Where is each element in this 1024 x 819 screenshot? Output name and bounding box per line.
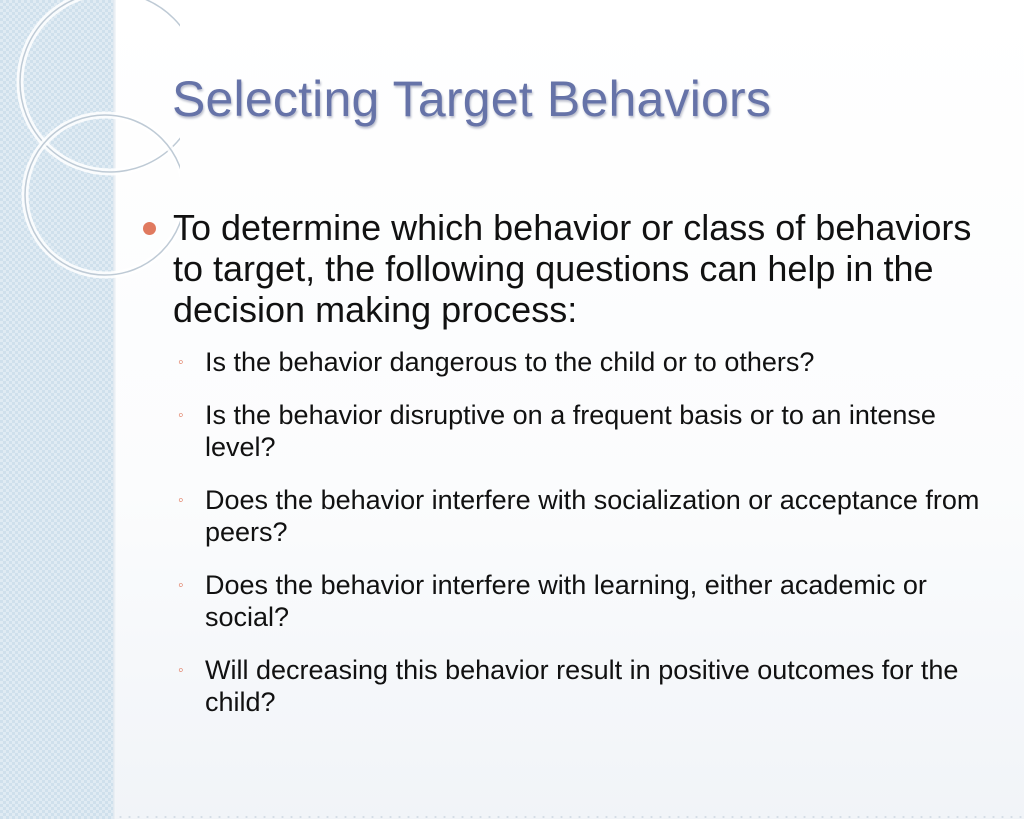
hollow-circle-bullet-icon: ◦ [178, 492, 184, 509]
filled-circle-bullet-icon [143, 222, 156, 235]
slide-content [140, 207, 1000, 739]
sub-bullet-item [140, 346, 1000, 378]
decorative-bottom-dots [116, 815, 1024, 819]
sub-bullet-item [140, 569, 1000, 633]
sub-bullet-list [140, 346, 1000, 718]
sub-bullet-text: Is the behavior disruptive on a frequent basis or to an intense level? [205, 400, 936, 462]
sub-bullet-text: Does the behavior interfere with socialization or acceptance from peers? [205, 485, 980, 547]
sub-bullet-text: Is the behavior dangerous to the child or to others? [205, 347, 815, 377]
hollow-circle-bullet-icon: ◦ [178, 407, 184, 424]
hollow-circle-bullet-icon: ◦ [178, 577, 184, 594]
sub-bullet-item [140, 484, 1000, 548]
slide-title: Selecting Target Behaviors [172, 71, 772, 127]
sub-bullet-text: Will decreasing this behavior result in positive outcomes for the child? [205, 655, 959, 717]
hollow-circle-bullet-icon: ◦ [178, 354, 184, 371]
sub-bullet-item [140, 399, 1000, 463]
main-bullet-item [140, 207, 1000, 330]
sub-bullet-text: Does the behavior interfere with learning, either academic or social? [205, 570, 927, 632]
hollow-circle-bullet-icon: ◦ [178, 662, 184, 679]
sub-bullet-item [140, 654, 1000, 718]
main-bullet-text: To determine which behavior or class of behaviors to target, the following questions can help in the decision making process: [173, 207, 972, 330]
